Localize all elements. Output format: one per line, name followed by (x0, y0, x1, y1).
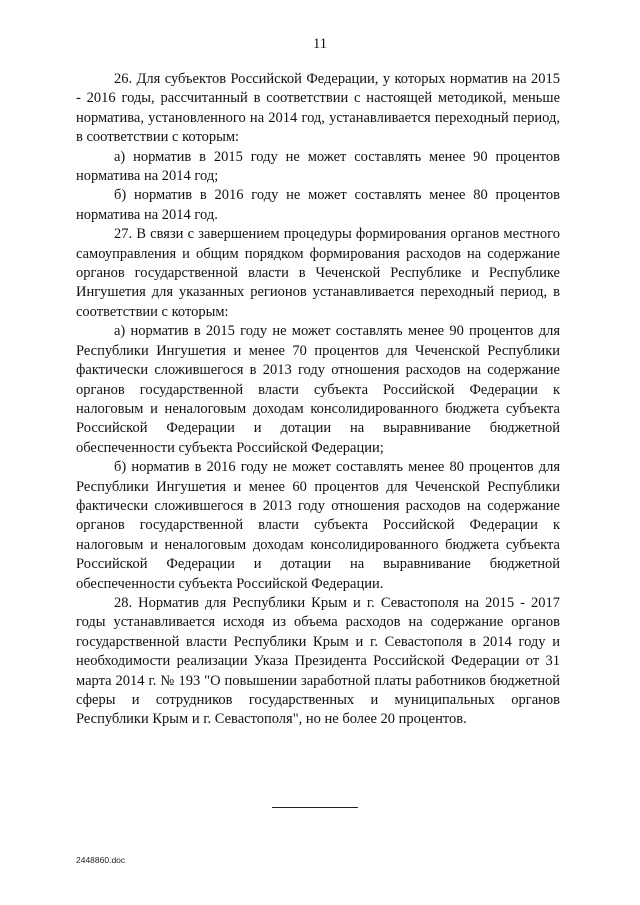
paragraph-27: 27. В связи с завершением процедуры формирования органов местного самоуправления и общим порядком формирования расходов на содержание органов государственной власти в Чеченской Республике и Республике Ингушетия для указанных регионов устанавливается переходный период, в соответствии с которым: (76, 226, 560, 320)
end-divider-line (272, 807, 358, 808)
paragraph-27-item-a: а) норматив в 2015 году не может составлять менее 90 процентов для Республики Ингушетия и менее 70 процентов для Чеченской Республики фактически сложившегося в 2013 году отношения расходов на содержание органов государственной власти субъекта Российской Федерации к налоговым и неналоговым доходам консолидированного бюджета субъекта Российской Федерации и дотации на выравнивание бюджетной обеспеченности субъекта Российской Федерации; (76, 323, 560, 456)
document-file-id: 2448860.doc (76, 855, 126, 865)
paragraph-26-item-a: а) норматив в 2015 году не может составлять менее 90 процентов норматива на 2014 год; (76, 148, 560, 185)
paragraph-28: 28. Норматив для Республики Крым и г. Севастополя на 2015 - 2017 годы устанавливается исходя из объема расходов на содержание органов государственной власти Республики Крым и г. Севастополя в 2014 году и необходимости реализации Указа Президента Российской Федерации от 31 марта 2014 г. № 193 "О повышении заработной платы работников бюджетной сферы и сотрудников государственных и муниципальных органов Республики Крым и г. Севастополя", но не более 20 процентов. (76, 594, 560, 728)
page-number: 11 (313, 36, 327, 52)
paragraph-26-item-b: б) норматив в 2016 году не может составлять менее 80 процентов норматива на 2014 год. (76, 187, 560, 223)
paragraph-26: 26. Для субъектов Российской Федерации, у которых норматив на 2015 - 2016 годы, рассчитанный в соответствии с настоящей методикой, меньше норматива, установленного на 2014 год, устанавливается переходный период, в соответствии с которым: (76, 71, 560, 146)
document-body (76, 70, 560, 730)
paragraph-27-item-b: б) норматив в 2016 году не может составлять менее 80 процентов для Республики Ингушетия и менее 60 процентов для Чеченской Республики фактически сложившегося в 2013 году отношения расходов на содержание органов государственной власти субъекта Российской Федерации к налоговым и неналоговым доходам консолидированного бюджета субъекта Российской Федерации и дотации на выравнивание бюджетной обеспеченности субъекта Российской Федерации. (76, 459, 560, 592)
